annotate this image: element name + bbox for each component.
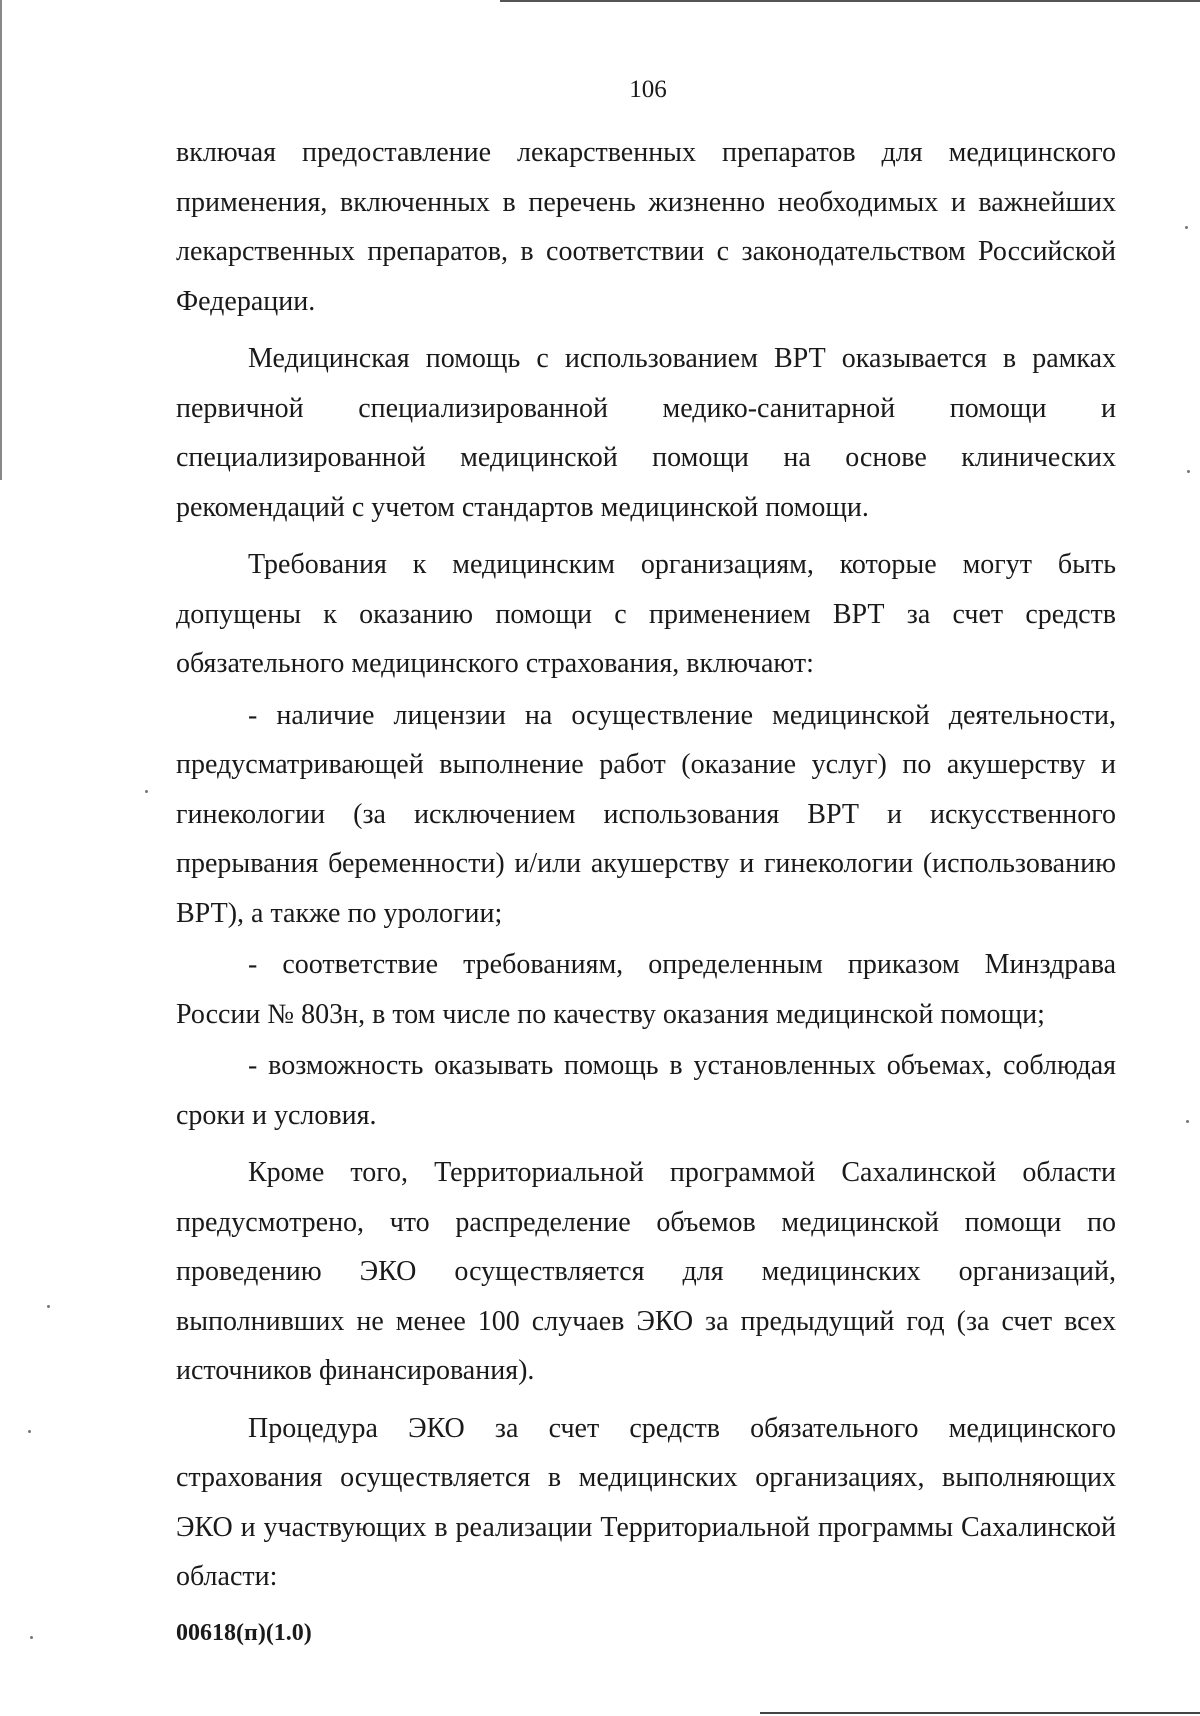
scan-speck — [1185, 226, 1188, 229]
scan-speck — [28, 1430, 31, 1433]
paragraph-eco-distribution: Кроме того, Территориальной программой Сахалинской области предусмотрено, что распределение объемов медицинской помощи по проведению ЭКО осуществляется для медицинских организаций, выполнивших не менее 100 случаев ЭКО за предыдущий год (за счет всех источников финансирования). — [176, 1157, 1116, 1386]
scan-edge-top — [500, 0, 1200, 2]
list-item-compliance: - соответствие требованиям, определенным приказом Минздрава России № 803н, в том числе по качеству оказания медицинской помощи; — [176, 949, 1116, 1030]
scan-edge-left — [0, 0, 2, 480]
paragraph-continuation: включая предоставление лекарственных препаратов для медицинского применения, включенных в перечень жизненно необходимых и важнейших лекарственных препаратов, в соответствии с законодательством Российской Федерации. — [176, 137, 1116, 317]
scan-speck — [47, 1305, 50, 1308]
body-text — [176, 128, 1116, 1602]
page-number: 106 — [629, 76, 667, 103]
scan-speck — [145, 790, 148, 793]
scan-speck — [1186, 1120, 1189, 1123]
list-item-capacity: - возможность оказывать помощь в установленных объемах, соблюдая сроки и условия. — [176, 1050, 1116, 1131]
scan-speck — [1187, 470, 1190, 473]
paragraph-eco-procedure: Процедура ЭКО за счет средств обязательного медицинского страхования осуществляется в медицинских организациях, выполняющих ЭКО и участвующих в реализации Территориальной программы Сахалинской области: — [176, 1412, 1116, 1592]
scan-edge-bottom — [760, 1712, 1200, 1714]
document-code: 00618(п)(1.0) — [176, 1620, 312, 1646]
paragraph-requirements: Требования к медицинским организациям, которые могут быть допущены к оказанию помощи с применением ВРТ за счет средств обязательного медицинского страхования, включают: — [176, 549, 1116, 679]
list-item-license: - наличие лицензии на осуществление медицинской деятельности, предусматривающей выполнение работ (оказание услуг) по акушерству и гинекологии (за исключением использования ВРТ и искусственного прерывания беременности) и/или акушерству и гинекологии (использованию ВРТ), а также по урологии; — [176, 699, 1116, 929]
scan-speck — [30, 1636, 33, 1639]
paragraph-vrt-care: Медицинская помощь с использованием ВРТ оказывается в рамках первичной специализированной медико-санитарной помощи и специализированной медицинской помощи на основе клинических рекомендаций с учетом стандартов медицинской помощи. — [176, 343, 1116, 523]
